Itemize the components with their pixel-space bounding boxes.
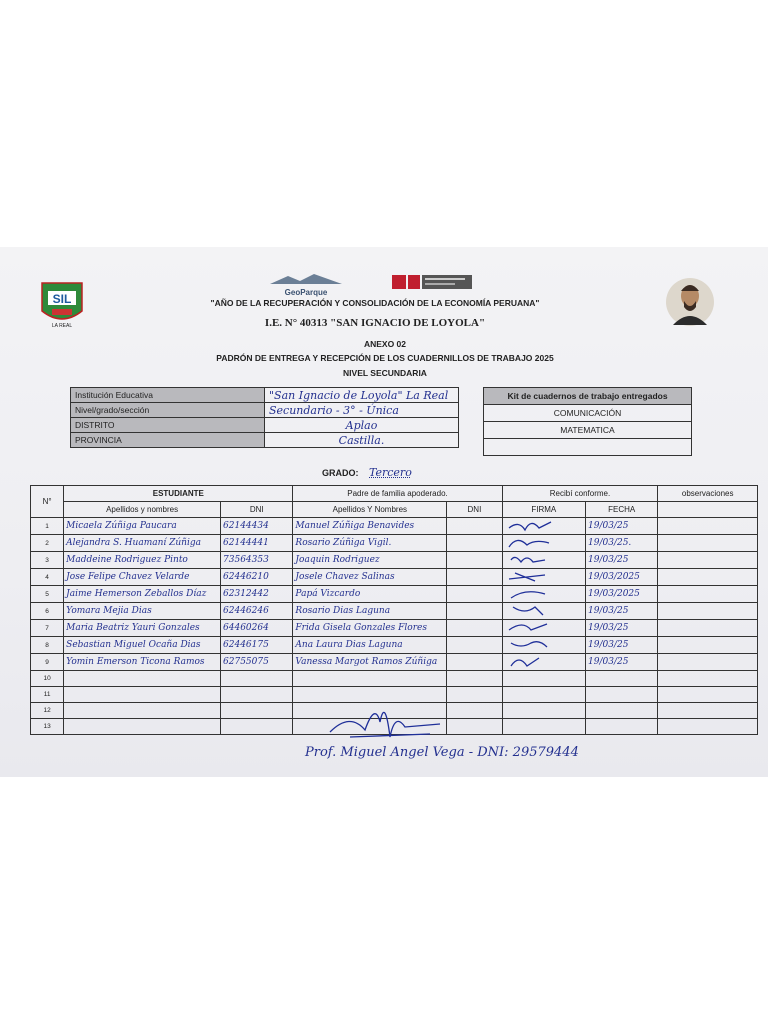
parent-dni bbox=[447, 719, 502, 735]
parent-dni bbox=[447, 671, 502, 687]
parent-signature bbox=[505, 552, 555, 566]
geoparque-label: GeoParque bbox=[284, 288, 328, 297]
signature-cell bbox=[502, 703, 585, 719]
student-name: Sebastian Miguel Ocaña Dias bbox=[64, 637, 221, 654]
parent-name: Manuel Zúñiga Benavides bbox=[293, 518, 447, 535]
info-value: "San Ignacio de Loyola" La Real bbox=[265, 388, 459, 403]
observations-cell bbox=[658, 671, 758, 687]
parent-dni bbox=[447, 603, 502, 620]
parent-name bbox=[293, 671, 447, 687]
parent-dni bbox=[447, 586, 502, 603]
student-name bbox=[64, 703, 221, 719]
grade-value: Tercero bbox=[369, 466, 412, 479]
signature-cell bbox=[502, 637, 585, 654]
info-label: Nivel/grado/sección bbox=[71, 403, 265, 418]
col-number: N° bbox=[31, 486, 64, 518]
parent-dni bbox=[447, 569, 502, 586]
student-name: Micaela Zúñiga Paucara bbox=[64, 518, 221, 535]
annex-label: ANEXO 02 bbox=[363, 339, 407, 349]
col-parent-dni: DNI bbox=[447, 502, 502, 518]
student-name: Jaime Hemerson Zeballos Díaz bbox=[64, 586, 221, 603]
teacher-name-dni: Prof. Miguel Angel Vega - DNI: 29579444 bbox=[305, 745, 579, 760]
student-name: Maria Beatriz Yauri Gonzales bbox=[64, 620, 221, 637]
observations-cell bbox=[658, 719, 758, 735]
institution-info-table bbox=[70, 387, 459, 448]
parent-dni bbox=[447, 703, 502, 719]
delivery-date: 19/03/2025 bbox=[586, 586, 658, 603]
student-dni: 73564353 bbox=[221, 552, 293, 569]
table-row bbox=[31, 569, 758, 586]
delivery-date bbox=[586, 719, 658, 735]
delivery-date bbox=[586, 687, 658, 703]
info-value: Aplao bbox=[265, 418, 459, 433]
info-label: Institución Educativa bbox=[71, 388, 265, 403]
signature-cell bbox=[502, 620, 585, 637]
delivery-date bbox=[586, 671, 658, 687]
signature-cell bbox=[502, 552, 585, 569]
student-dni: 62312442 bbox=[221, 586, 293, 603]
svg-text:LA REAL: LA REAL bbox=[51, 323, 73, 329]
parent-name: Vanessa Margot Ramos Zúñiga bbox=[293, 654, 447, 671]
row-number: 8 bbox=[31, 637, 64, 654]
kit-header: Kit de cuadernos de trabajo entregados bbox=[484, 388, 692, 405]
student-name: Jose Felipe Chavez Velarde bbox=[64, 569, 221, 586]
parent-signature bbox=[505, 518, 555, 532]
info-label: DISTRITO bbox=[71, 418, 265, 433]
row-number: 5 bbox=[31, 586, 64, 603]
kit-item: COMUNICACIÓN bbox=[484, 405, 692, 422]
national-motto: "AÑO DE LA RECUPERACIÓN Y CONSOLIDACIÓN DE LA ECONOMÍA PERUANA" bbox=[210, 298, 540, 308]
col-observations: observaciones bbox=[658, 486, 758, 502]
grade-field bbox=[322, 466, 420, 479]
table-row bbox=[31, 654, 758, 671]
col-parent: Padre de familia apoderado. bbox=[293, 486, 502, 502]
school-name: I.E. N° 40313 "SAN IGNACIO DE LOYOLA" bbox=[264, 317, 486, 329]
row-number: 3 bbox=[31, 552, 64, 569]
row-number: 12 bbox=[31, 703, 64, 719]
parent-name: Rosario Zúñiga Vigil. bbox=[293, 535, 447, 552]
col-date: FECHA bbox=[586, 502, 658, 518]
observations-cell bbox=[658, 687, 758, 703]
observations-cell bbox=[658, 654, 758, 671]
signature-cell bbox=[502, 569, 585, 586]
info-label: PROVINCIA bbox=[71, 433, 265, 448]
signature-cell bbox=[502, 535, 585, 552]
info-row bbox=[71, 403, 459, 418]
student-name bbox=[64, 719, 221, 735]
observations-cell bbox=[658, 535, 758, 552]
student-dni: 62446246 bbox=[221, 603, 293, 620]
student-dni bbox=[221, 719, 293, 735]
student-dni bbox=[221, 671, 293, 687]
observations-cell bbox=[658, 637, 758, 654]
observations-cell bbox=[658, 703, 758, 719]
table-row bbox=[31, 671, 758, 687]
parent-name: Papá Vizcardo bbox=[293, 586, 447, 603]
parent-name: Frida Gisela Gonzales Flores bbox=[293, 620, 447, 637]
observations-cell bbox=[658, 603, 758, 620]
parent-signature bbox=[505, 637, 555, 651]
grade-label: GRADO: bbox=[322, 468, 359, 478]
col-student: ESTUDIANTE bbox=[64, 486, 293, 502]
info-row bbox=[71, 433, 459, 448]
parent-signature bbox=[505, 603, 555, 617]
delivery-date bbox=[586, 703, 658, 719]
student-dni: 64460264 bbox=[221, 620, 293, 637]
delivery-date: 19/03/2025 bbox=[586, 569, 658, 586]
table-row bbox=[31, 620, 758, 637]
row-number: 13 bbox=[31, 719, 64, 735]
signature-cell bbox=[502, 586, 585, 603]
student-name: Maddeine Rodriguez Pinto bbox=[64, 552, 221, 569]
row-number: 10 bbox=[31, 671, 64, 687]
signature-cell bbox=[502, 603, 585, 620]
geoparque-logo bbox=[268, 272, 344, 297]
row-number: 7 bbox=[31, 620, 64, 637]
signature-cell bbox=[502, 654, 585, 671]
signature-cell bbox=[502, 518, 585, 535]
peru-flag-icon bbox=[392, 275, 472, 289]
parent-name: Rosario Dias Laguna bbox=[293, 603, 447, 620]
student-name bbox=[64, 671, 221, 687]
parent-dni bbox=[447, 654, 502, 671]
delivery-date: 19/03/25 bbox=[586, 552, 658, 569]
student-dni: 62144434 bbox=[221, 518, 293, 535]
col-student-dni: DNI bbox=[221, 502, 293, 518]
parent-dni bbox=[447, 637, 502, 654]
table-row bbox=[31, 535, 758, 552]
delivery-date: 19/03/25 bbox=[586, 654, 658, 671]
col-student-names: Apellidos y nombres bbox=[64, 502, 221, 518]
row-number: 2 bbox=[31, 535, 64, 552]
delivery-date: 19/03/25 bbox=[586, 620, 658, 637]
info-row bbox=[71, 418, 459, 433]
mountain-icon bbox=[268, 273, 344, 285]
row-number: 4 bbox=[31, 569, 64, 586]
student-dni: 62446175 bbox=[221, 637, 293, 654]
observations-cell bbox=[658, 620, 758, 637]
student-dni: 62144441 bbox=[221, 535, 293, 552]
row-number: 11 bbox=[31, 687, 64, 703]
kit-table bbox=[483, 387, 692, 456]
col-received: Recibí conforme. bbox=[502, 486, 658, 502]
table-row bbox=[31, 603, 758, 620]
observations-cell bbox=[658, 518, 758, 535]
observations-cell bbox=[658, 569, 758, 586]
parent-dni bbox=[447, 552, 502, 569]
parent-dni bbox=[447, 687, 502, 703]
student-name: Yomara Mejia Dias bbox=[64, 603, 221, 620]
observations-cell bbox=[658, 552, 758, 569]
student-dni: 62755075 bbox=[221, 654, 293, 671]
parent-dni bbox=[447, 535, 502, 552]
col-signature: FIRMA bbox=[502, 502, 585, 518]
row-number: 6 bbox=[31, 603, 64, 620]
parent-dni bbox=[447, 620, 502, 637]
teacher-signature bbox=[320, 692, 450, 752]
parent-name: Ana Laura Dias Laguna bbox=[293, 637, 447, 654]
signature-cell bbox=[502, 671, 585, 687]
level-label: NIVEL SECUNDARIA bbox=[343, 368, 427, 378]
table-row bbox=[31, 518, 758, 535]
student-name bbox=[64, 687, 221, 703]
school-logo bbox=[38, 281, 86, 329]
col-observations-blank bbox=[658, 502, 758, 518]
delivery-date: 19/03/25 bbox=[586, 637, 658, 654]
parent-dni bbox=[447, 518, 502, 535]
parent-name: Josele Chavez Salinas bbox=[293, 569, 447, 586]
col-parent-names: Apellidos Y Nombres bbox=[293, 502, 447, 518]
table-row bbox=[31, 586, 758, 603]
row-number: 1 bbox=[31, 518, 64, 535]
row-number: 9 bbox=[31, 654, 64, 671]
info-row bbox=[71, 388, 459, 403]
signature-cell bbox=[502, 719, 585, 735]
portrait-image bbox=[665, 277, 715, 327]
delivery-date: 19/03/25 bbox=[586, 518, 658, 535]
ministry-logo bbox=[392, 275, 472, 294]
info-value: Castilla. bbox=[265, 433, 459, 448]
delivery-date: 19/03/25 bbox=[586, 603, 658, 620]
kit-item bbox=[484, 439, 692, 456]
parent-signature bbox=[505, 586, 555, 600]
signature-cell bbox=[502, 687, 585, 703]
kit-item: MATEMATICA bbox=[484, 422, 692, 439]
parent-signature bbox=[505, 569, 555, 583]
table-row bbox=[31, 552, 758, 569]
document-title: PADRÓN DE ENTREGA Y RECEPCIÓN DE LOS CUADERNILLOS DE TRABAJO 2025 bbox=[216, 353, 554, 363]
parent-name: Joaquin Rodriguez bbox=[293, 552, 447, 569]
student-dni bbox=[221, 687, 293, 703]
student-name: Alejandra S. Huamaní Zúñiga bbox=[64, 535, 221, 552]
parent-signature bbox=[505, 620, 555, 634]
table-row bbox=[31, 637, 758, 654]
observations-cell bbox=[658, 586, 758, 603]
parent-signature bbox=[505, 654, 555, 668]
student-name: Yomin Emerson Ticona Ramos bbox=[64, 654, 221, 671]
delivery-date: 19/03/25. bbox=[586, 535, 658, 552]
info-value: Secundario - 3° - Única bbox=[265, 403, 459, 418]
svg-text:SIL: SIL bbox=[52, 292, 72, 306]
document-sheet bbox=[0, 247, 768, 777]
student-dni bbox=[221, 703, 293, 719]
parent-signature bbox=[505, 535, 555, 549]
student-dni: 62446210 bbox=[221, 569, 293, 586]
